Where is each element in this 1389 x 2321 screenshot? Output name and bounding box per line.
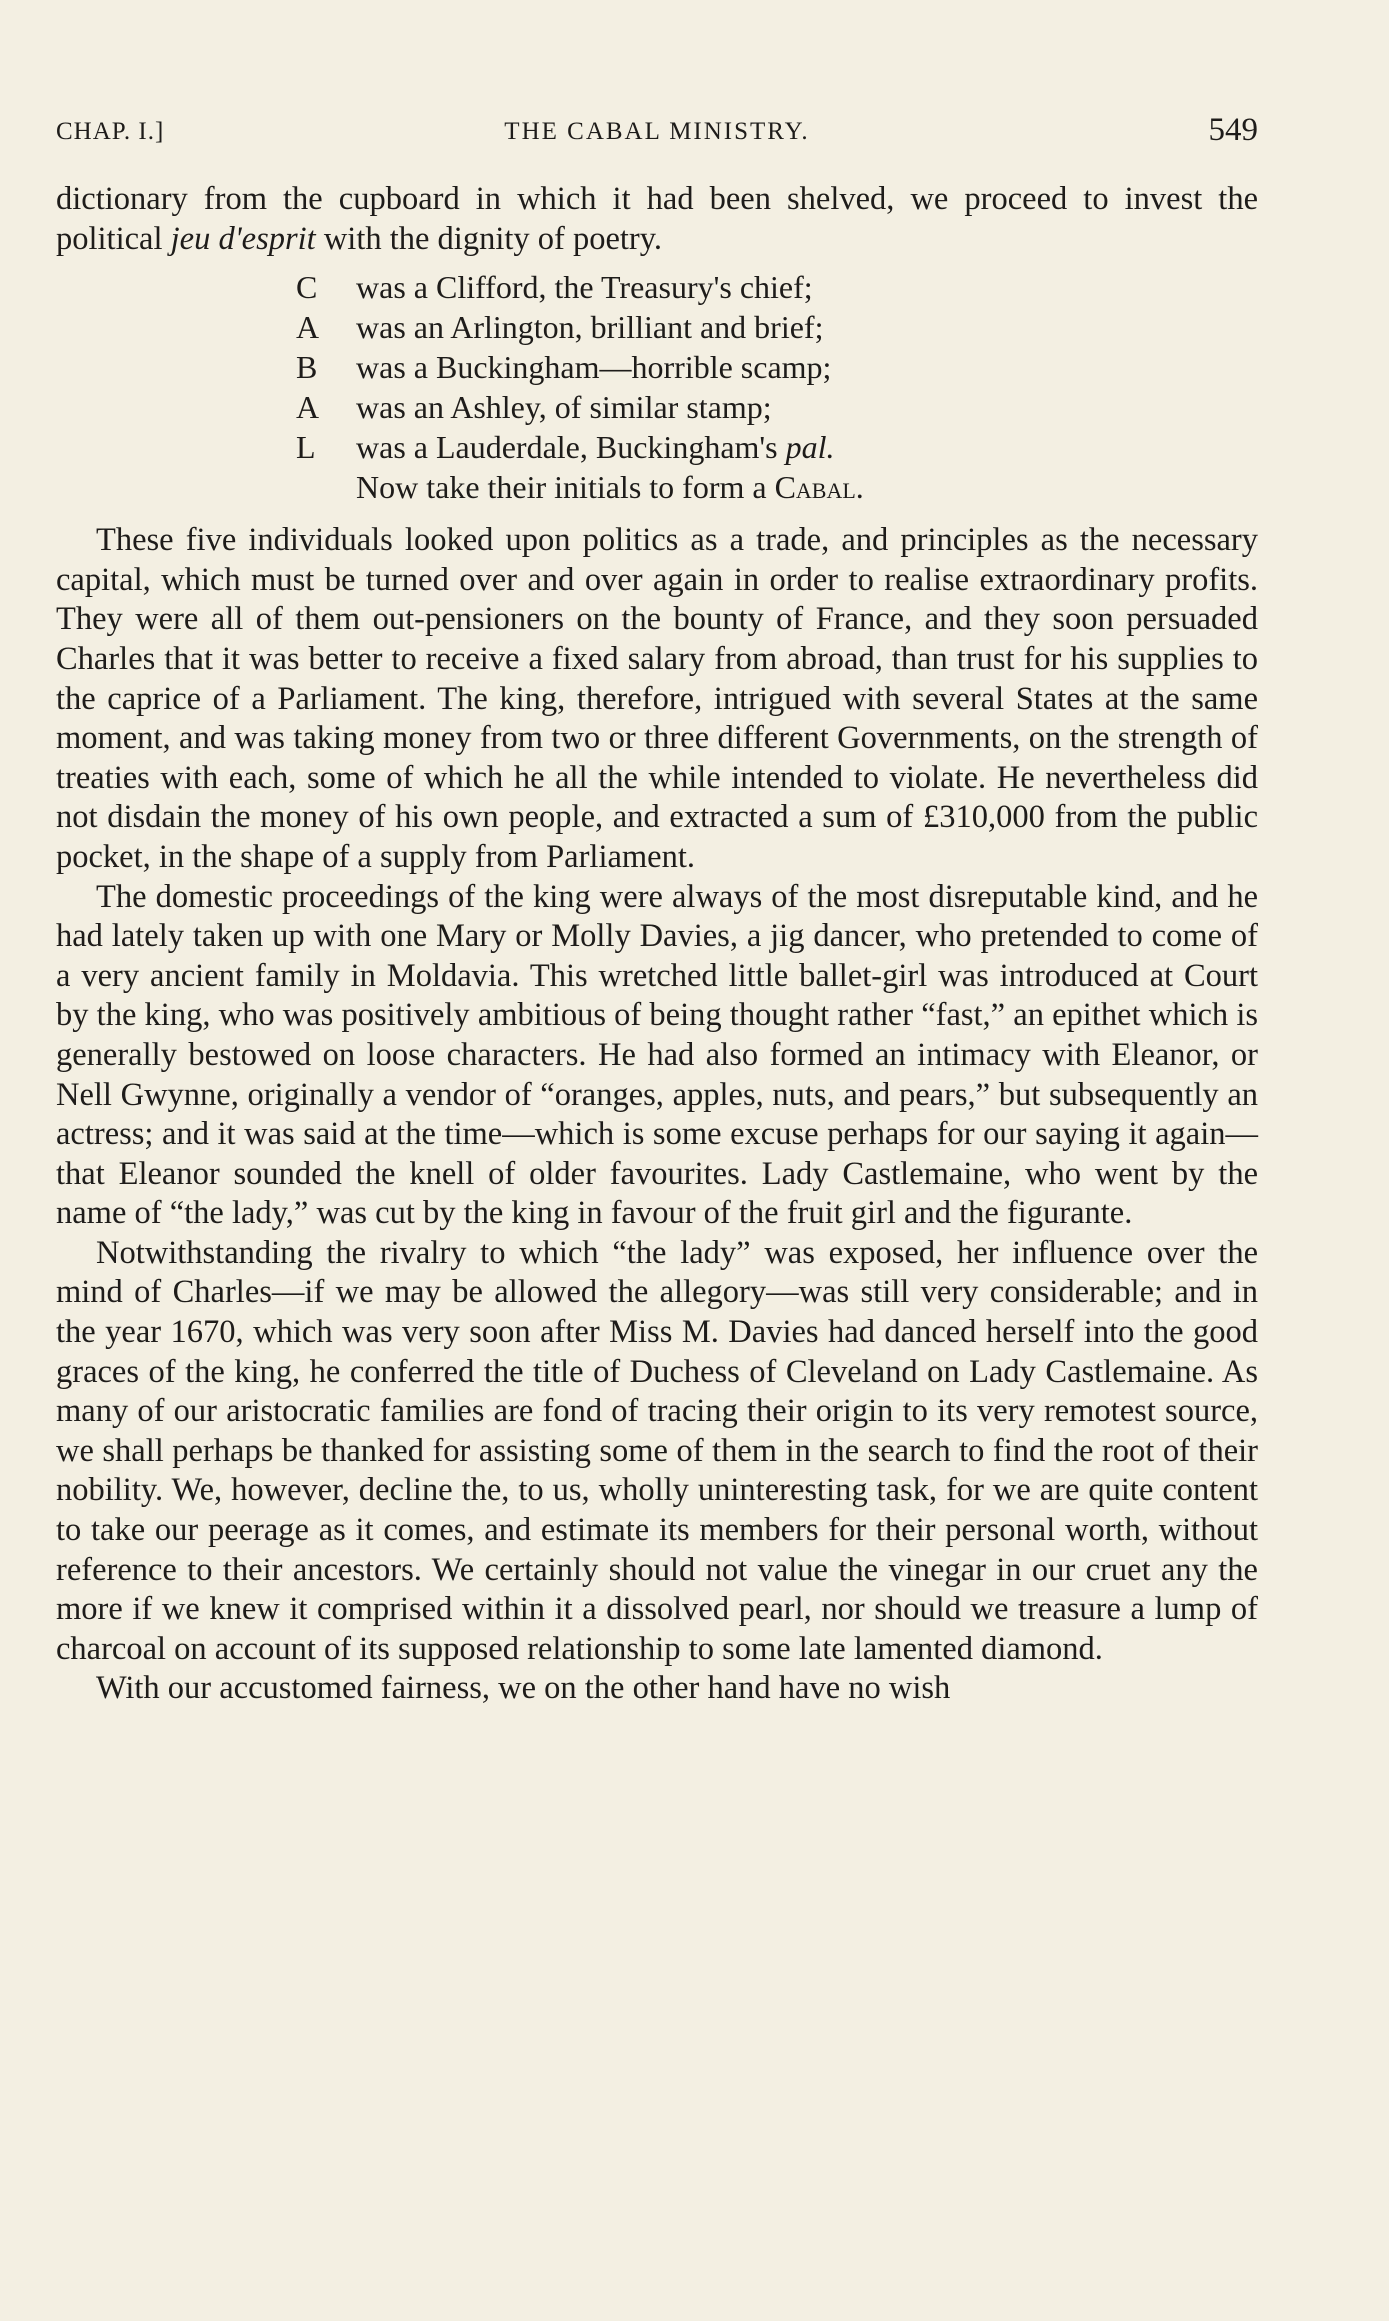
page-body [56, 180, 1258, 1709]
book-page [56, 108, 1258, 1709]
paragraph: With our accustomed fairness, we on the other hand have no wish [96, 1670, 951, 1707]
verse-text: was an Ashley, of similar stamp; [356, 389, 772, 426]
cabal-verse [296, 267, 1258, 507]
intro-paragraph: dictionary from the cupboard in which it had been shelved, we proceed to invest the political jeu d'esprit with the dignity of poetry. [56, 181, 1258, 257]
paragraph: Notwithstanding the rivalry to which “the lady” was exposed, her influence over the mind of Charles—if we may be allowed the allegory—was still very considerable; and in the year 1670, which was very soon after Miss M. Davies had danced herself into the good graces of the king, he conferred the title of Duchess of Cleveland on Lady Castlemaine. As many of our aristocratic families are fond of tracing their origin to its very remotest source, we shall perhaps be thanked for assisting some of them in the search to find the root of their nobility. We, however, decline the, to us, wholly uninteresting task, for we are quite content to take our peerage as it comes, and estimate its members for their personal worth, without reference to their ancestors. We certainly should not value the vinegar in our cruet any the more if we knew it comprised within it a dissolved pearl, nor should we treasure a lump of charcoal on account of its supposed relationship to some late lamented diamond. [56, 1234, 1258, 1667]
verse-initial: A [296, 309, 320, 346]
verse-line [296, 267, 1258, 307]
page-number: 549 [1208, 112, 1258, 148]
running-title: THE CABAL MINISTRY. [504, 118, 810, 145]
verse-text: was a Clifford, the Treasury's chief; [356, 269, 813, 306]
verse-text: was an Arlington, brilliant and brief; [356, 309, 824, 346]
verse-initial: B [296, 349, 318, 386]
italic-phrase: jeu d'esprit [170, 220, 316, 257]
verse-text: Now take their initials to form a Cabal. [356, 469, 864, 506]
chapter-label: CHAP. I.] [56, 118, 165, 145]
verse-line [296, 347, 1258, 387]
running-header [56, 108, 1258, 158]
verse-initial: L [296, 429, 316, 466]
verse-text: was a Lauderdale, Buckingham's pal. [356, 429, 835, 466]
paragraph: The domestic proceedings of the king were always of the most disreputable kind, and he had lately taken up with one Mary or Molly Davies, a jig dancer, who pretended to come of a very ancient family in Moldavia. This wretched little ballet-girl was introduced at Court by the king, who was positively ambitious of being thought rather “fast,” an epithet which is generally bestowed on loose characters. He had also formed an intimacy with Eleanor, or Nell Gwynne, originally a vendor of “oranges, apples, nuts, and pears,” but subsequently an actress; and it was said at the time—which is some excuse perhaps for our saying it again—that Eleanor sounded the knell of older favourites. Lady Castlemaine, who went by the name of “the lady,” was cut by the king in favour of the fruit girl and the figurante. [56, 878, 1258, 1232]
verse-line [296, 427, 1258, 467]
verse-line [296, 387, 1258, 427]
verse-initial: A [296, 389, 320, 426]
verse-initial: C [296, 269, 318, 306]
smallcaps-word: Cabal. [774, 469, 864, 506]
paragraph: These five individuals looked upon politics as a trade, and principles as the necessary capital, which must be turned over and over again in order to realise extraordinary profits. They were all of them out-pensioners on the bounty of France, and they soon persuaded Charles that it was better to receive a fixed salary from abroad, than trust for his supplies to the caprice of a Parliament. The king, therefore, intrigued with several States at the same moment, and was taking money from two or three different Governments, on the strength of treaties with each, some of which he all the while intended to violate. He nevertheless did not disdain the money of his own people, and extracted a sum of £310,000 from the public pocket, in the shape of a supply from Parliament. [56, 522, 1258, 875]
verse-line [296, 307, 1258, 347]
verse-line [296, 467, 1258, 507]
verse-text: was a Buckingham—horrible scamp; [356, 349, 832, 386]
